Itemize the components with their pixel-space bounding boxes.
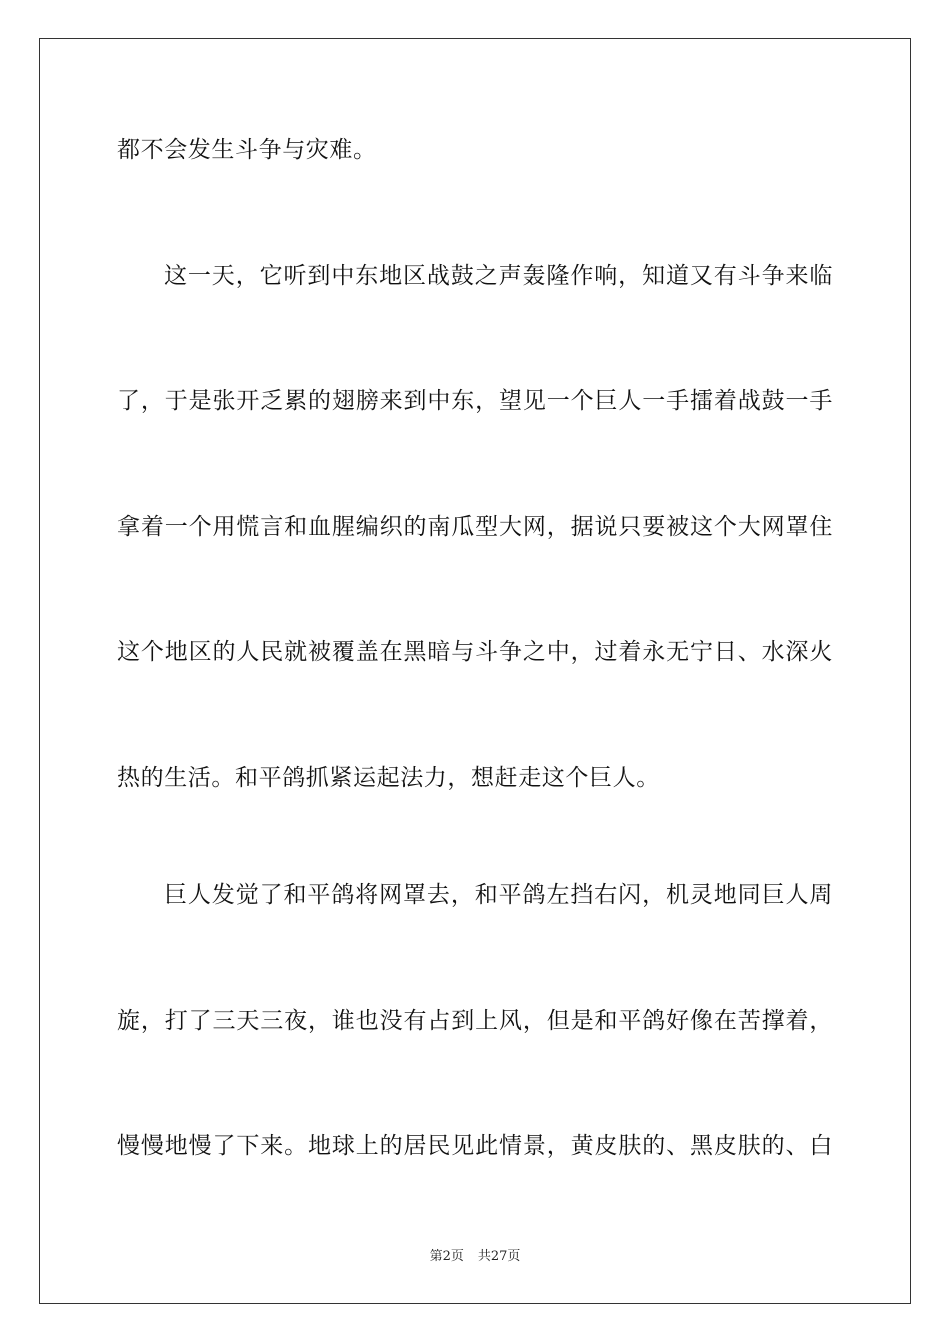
- text-line-8: 旋，打了三天三夜，谁也没有占到上风，但是和平鸽好像在苦撑着，: [117, 1008, 833, 1034]
- page-footer: [0, 1248, 950, 1266]
- page-total: 共27页: [477, 1249, 521, 1264]
- page-number: 第2页: [429, 1249, 464, 1264]
- text-line-7: 巨人发觉了和平鸽将网罩去，和平鸽左挡右闪，机灵地同巨人周: [164, 882, 833, 908]
- text-line-3: 了，于是张开乏累的翅膀来到中东，望见一个巨人一手擂着战鼓一手: [117, 388, 833, 414]
- text-line-1: 都不会发生斗争与灾难。: [117, 137, 377, 163]
- text-line-9: 慢慢地慢了下来。地球上的居民见此情景，黄皮肤的、黑皮肤的、白: [117, 1133, 833, 1159]
- text-line-5: 这个地区的人民就被覆盖在黑暗与斗争之中，过着永无宁日、水深火: [117, 639, 833, 665]
- page-border: [39, 38, 911, 1304]
- text-line-6: 热的生活。和平鸽抓紧运起法力，想赶走这个巨人。: [117, 765, 660, 791]
- text-line-4: 拿着一个用慌言和血腥编织的南瓜型大网，据说只要被这个大网罩住: [117, 514, 833, 540]
- text-line-2: 这一天，它听到中东地区战鼓之声轰隆作响，知道又有斗争来临: [164, 263, 833, 289]
